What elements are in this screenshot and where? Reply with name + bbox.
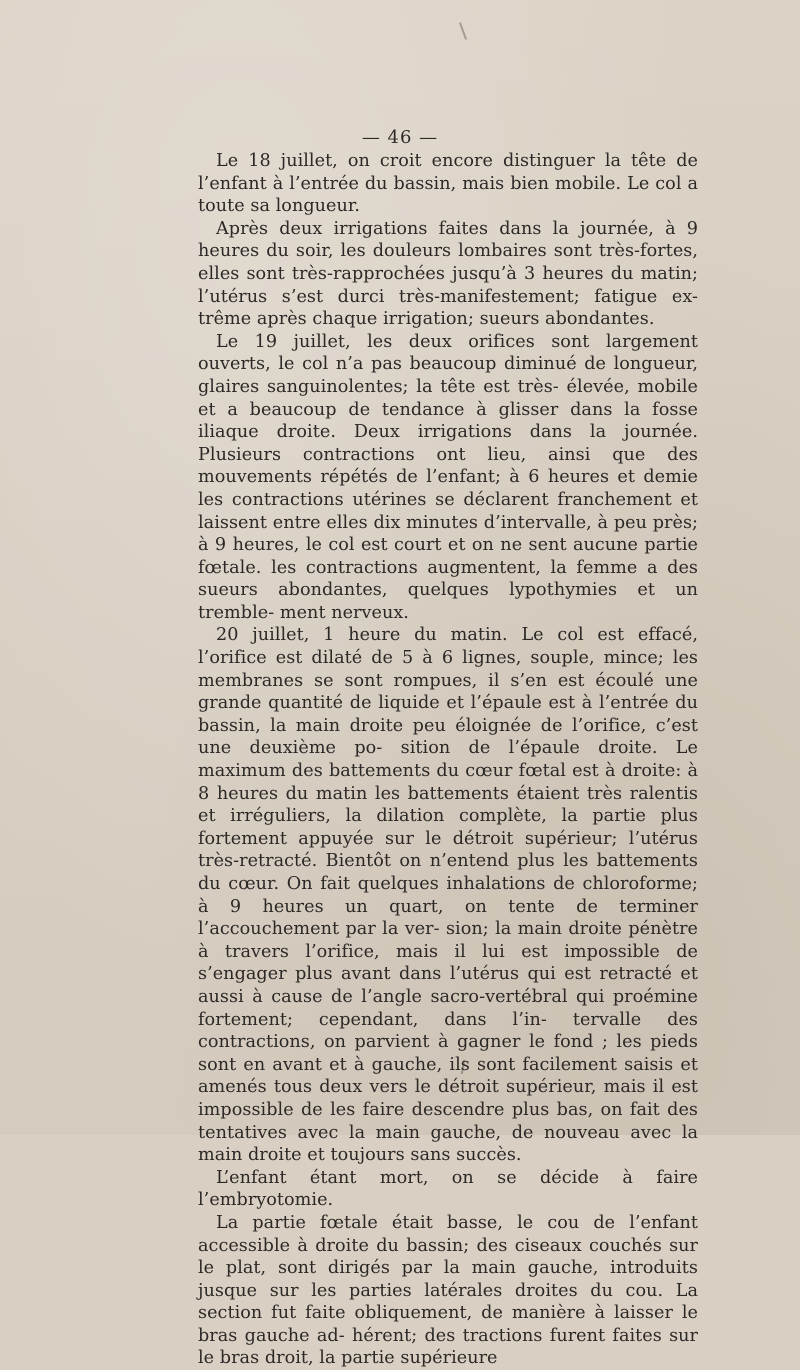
page-number: — 46 — bbox=[361, 127, 439, 148]
paragraph: Le 19 juillet, les deux orifices sont largement ouverts, le col n’a pas beaucoup diminué de longueur, glaires sanguinolentes; la tête est très- élevée, mobile et a beaucoup de tendance à glisser dans la fosse iliaque droite. Deux irrigations dans la journée. Plusieurs contractions ont lieu, ainsi que des mouvements répétés de l’enfant; à 6 heures et demie les contractions utérines se déclarent franchement et laissent entre elles dix minutes d’intervalle, à peu près; à 9 heures, le col est court et on ne sent aucune partie fœtale. les contractions augmentent, la femme a des sueurs abondantes, quelques lypothymies et un tremble- ment nerveux. bbox=[198, 331, 698, 623]
paragraph: La partie fœtale était basse, le cou de l’enfant accessible à droite du bassin; des ciseaux couchés sur le plat, sont dirigés par la main gauche, introduits jusque sur les parties latérales droites du cou. La section fut faite obliquement, de manière à laisser le bras gauche ad- hérent; des tractions furent faites sur le bras droit, la partie supérieure bbox=[198, 1212, 698, 1369]
paragraph: Le 18 juillet, on croit encore distinguer la tête de l’enfant à l’entrée du bassin, mais bien mobile. Le col a toute sa longueur. bbox=[198, 151, 698, 217]
page-blemish bbox=[459, 22, 467, 40]
paragraph: Après deux irrigations faites dans la journée, à 9 heures du soir, les douleurs lombaires sont très-fortes, elles sont très-rapprochées jusqu’à 3 heures du matin; l’utérus s’est durci très-manifestement; fatigue ex- trême après chaque irrigation; sueurs abondantes. bbox=[198, 218, 698, 330]
paragraph: L’enfant étant mort, on se décide à faire l’embryotomie. bbox=[198, 1167, 698, 1211]
body-text bbox=[198, 150, 698, 1370]
paragraph: 20 juillet, 1 heure du matin. Le col est effacé, l’orifice est dilaté de 5 à 6 lignes, souple, mince; les membranes se sont rompues, il s’en est écoulé une grande quantité de liquide et l’épaule est à l’entrée du bassin, la main droite peu éloignée de l’orifice, c’est une deuxième po- sition de l’épaule droite. Le maximum des battements du cœur fœtal est à droite: à 8 heures du matin les battements étaient très ralentis et irréguliers, la dilation complète, la partie plus fortement appuyée sur le détroit supérieur; l’utérus très-retracté. Bientôt on n’entend plus les battements du cœur. On fait quelques inhalations de chloroforme; à 9 heures un quart, on tente de terminer l’accouchement par la ver- sion; la main droite pénètre à travers l’orifice, mais il lui est impossible de s’engager plus avant dans l’utérus qui est retracté et aussi à cause de l’angle sacro-vertébral qui proémine fortement; cependant, dans l’in- tervalle des contractions, on parvient à gagner le fond ; les pieds sont en avant et à gauche, ils sont facilement saisis et amenés tous deux vers le détroit supérieur, mais il est impossible de les faire descendre plus bas, on fait des tentatives avec la main gauche, de nouveau avec la main droite et toujours sans succès. bbox=[198, 625, 698, 1166]
